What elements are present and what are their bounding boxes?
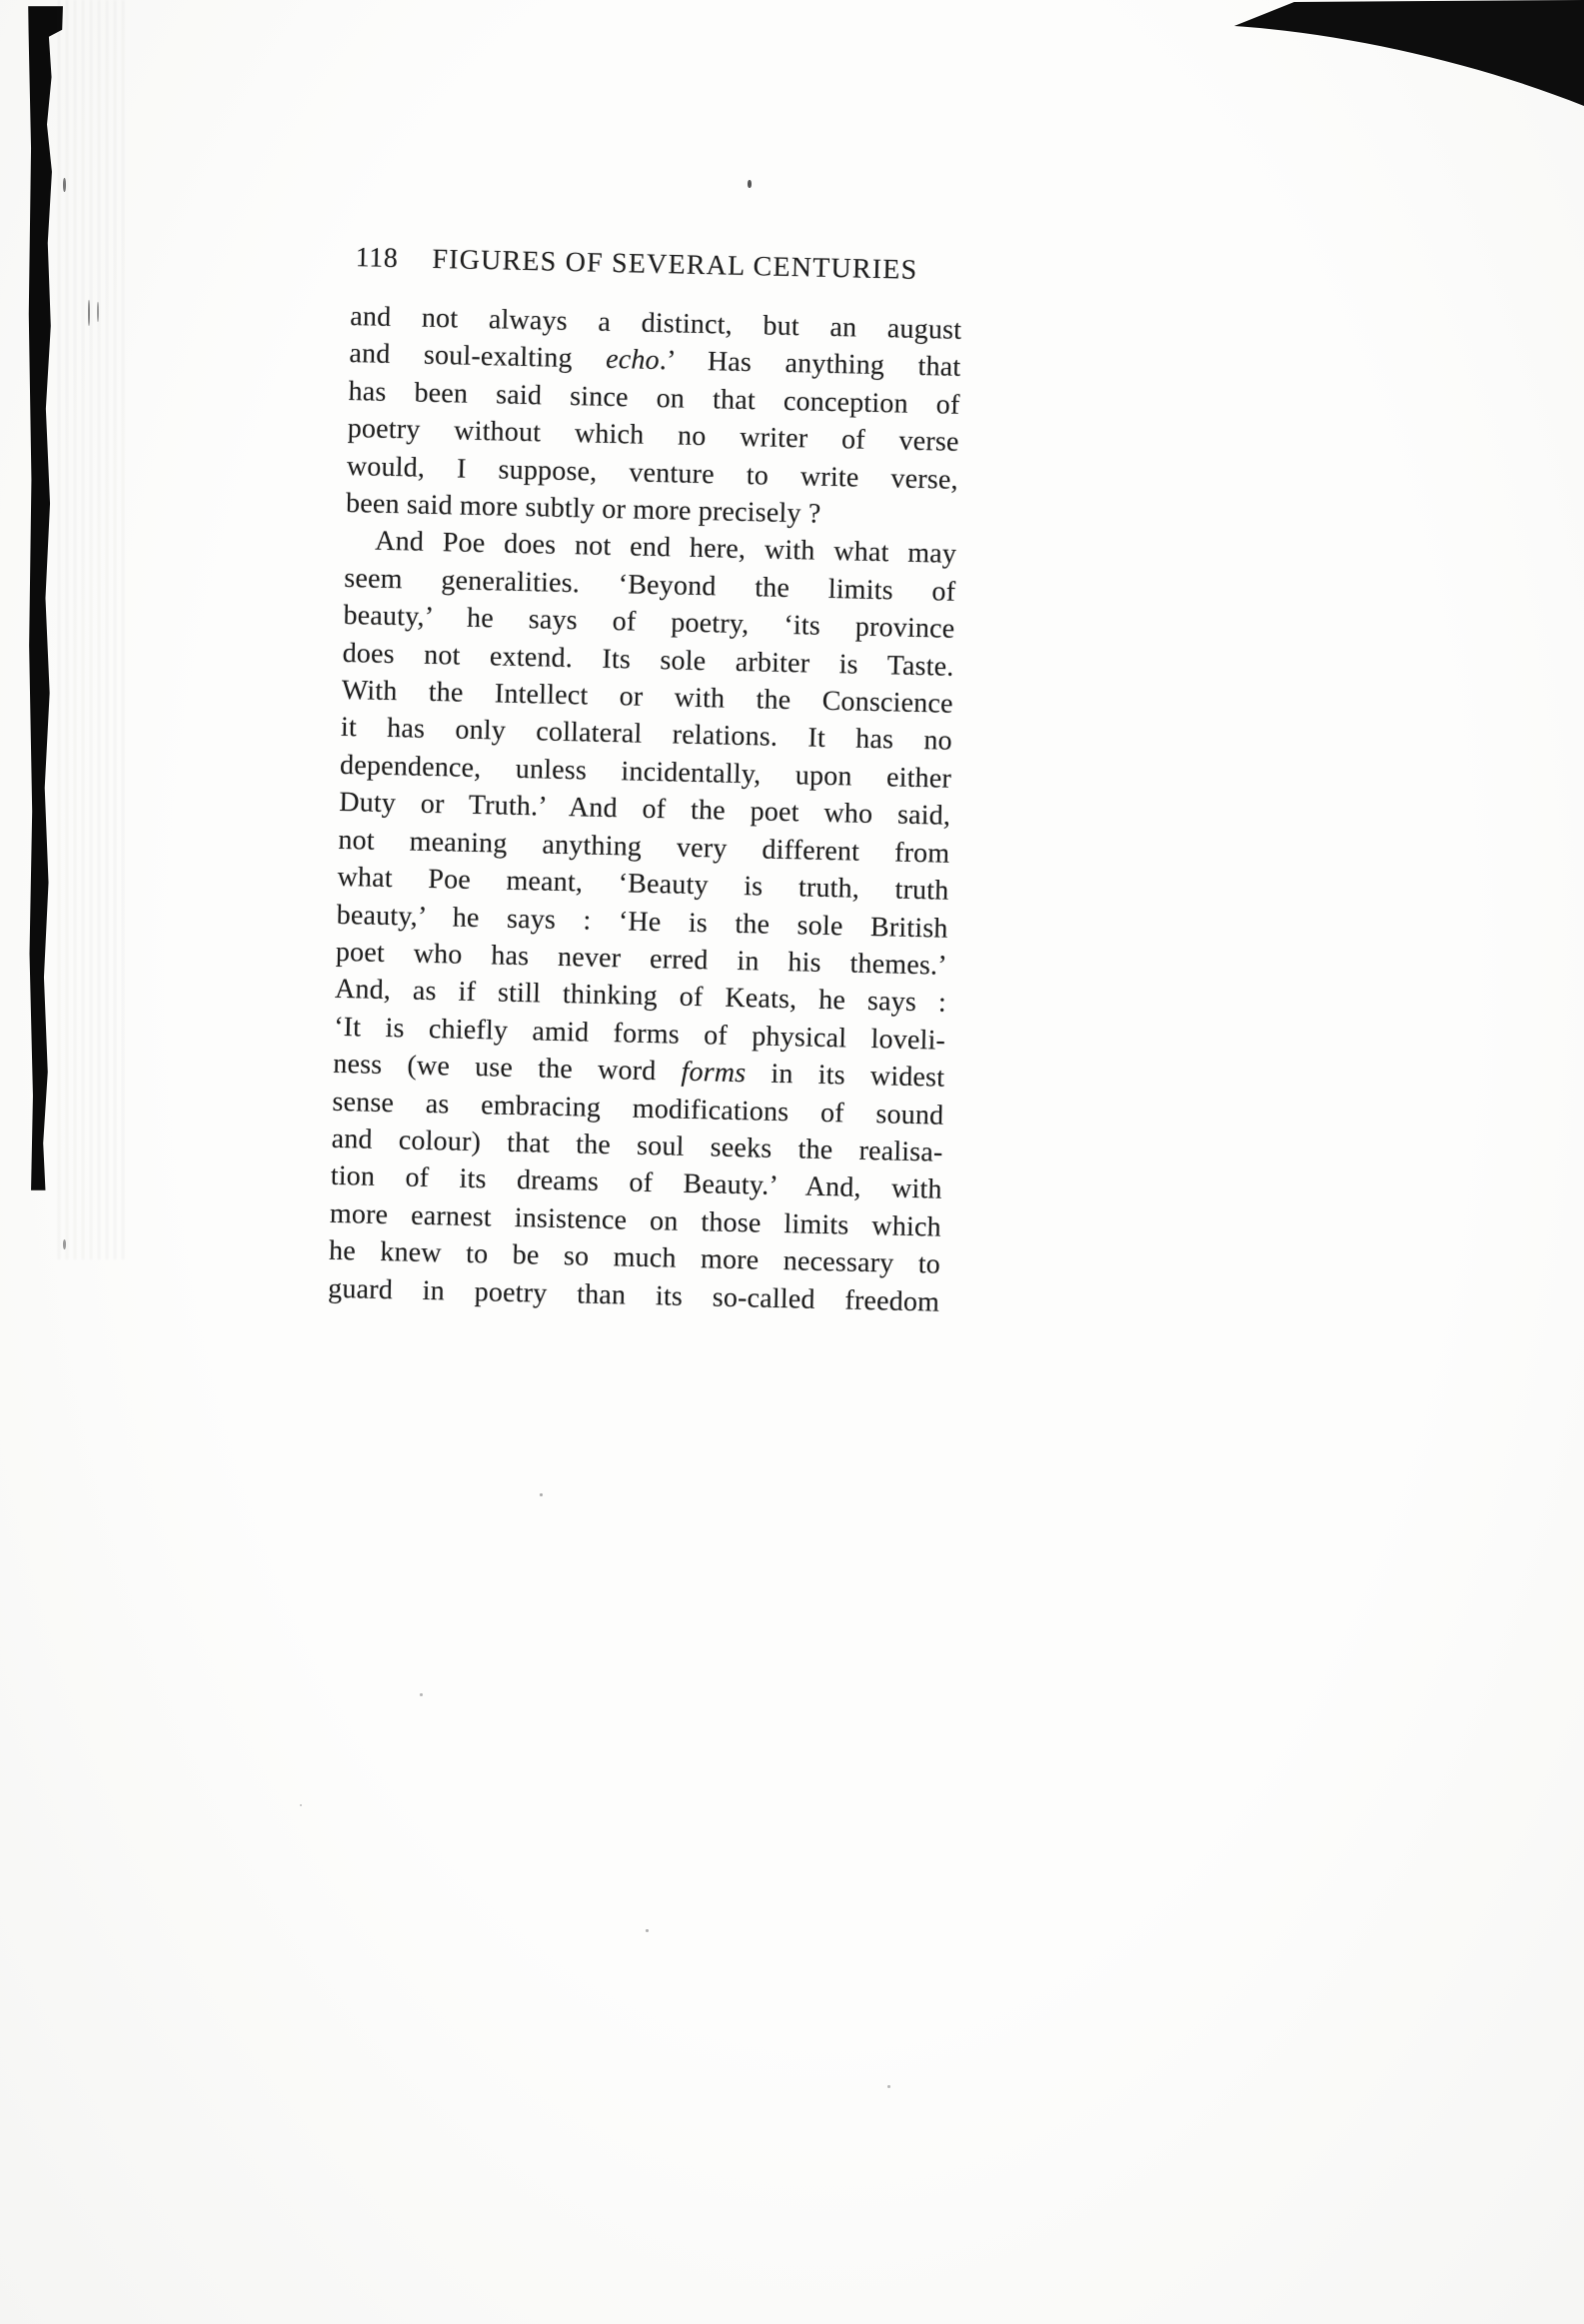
body-text — [328, 298, 962, 1321]
running-title: FIGURES OF SEVERAL CENTURIES — [432, 243, 918, 286]
text-line: and colour) that the soul seeks the realisa- — [331, 1123, 943, 1168]
text-line: does not extend. Its sole arbiter is Taste. — [342, 637, 954, 683]
page-header — [355, 242, 963, 288]
scan-speck — [420, 1693, 423, 1696]
text-line: dependence, unless incidentally, upon either — [339, 749, 952, 795]
text-line: it has only collateral relations. It has no — [340, 712, 953, 758]
text-line: more earnest insistence on those limits which — [329, 1197, 942, 1243]
text-line: And Poe does not end here, with what may — [374, 526, 957, 571]
text-line: not meaning anything very different from — [338, 824, 950, 870]
left-binding-haze — [58, 0, 124, 1259]
text-line: Duty or Truth.’ And of the poet who said, — [338, 787, 951, 833]
scan-speck — [646, 1929, 649, 1932]
text-line: been said more subtly or more precisely ? — [345, 487, 821, 530]
text-line: sense as embracing modifications of sound — [332, 1086, 944, 1132]
page-text-block — [328, 242, 963, 1321]
text-line: would, I suppose, venture to write verse, — [346, 450, 959, 496]
text-line: and soul-exalting echo.’ Has anything that — [349, 338, 961, 384]
scan-speck — [887, 2085, 890, 2088]
text-line: what Poe meant, ‘Beauty is truth, truth — [337, 861, 949, 907]
text-line: ness (we use the word forms in its widest — [332, 1048, 945, 1094]
text-line: he knew to be so much more necessary to — [328, 1234, 941, 1280]
text-line: tion of its dreams of Beauty.’ And, with — [330, 1161, 942, 1205]
scan-speck — [300, 1804, 302, 1806]
page-corner-shadow — [1234, 0, 1584, 110]
page-number: 118 — [355, 242, 399, 275]
text-line: guard in poetry than its so-called freedom — [327, 1272, 940, 1318]
text-line: beauty,’ he says of poetry, ‘its province — [343, 600, 955, 646]
scan-speck — [63, 178, 66, 192]
text-line: And, as if still thinking of Keats, he says : — [334, 974, 947, 1020]
scan-speck — [540, 1493, 543, 1496]
text-line: and not always a distinct, but an august — [349, 300, 962, 346]
scan-speck — [63, 1239, 66, 1249]
text-line: poet who has never erred in his themes.’ — [335, 936, 948, 982]
text-line: seem generalities. ‘Beyond the limits of — [344, 562, 956, 608]
scan-speck — [748, 180, 752, 188]
text-line: beauty,’ he says : ‘He is the sole British — [336, 899, 948, 945]
scan-speck — [97, 302, 99, 322]
text-line: ‘It is chiefly amid forms of physical loveli- — [333, 1011, 946, 1057]
text-line: has been said since on that conception of — [348, 375, 960, 421]
text-line: poetry without which no writer of verse — [347, 413, 959, 459]
text-line: With the Intellect or with the Conscience — [341, 674, 954, 720]
scan-speck — [88, 300, 90, 326]
